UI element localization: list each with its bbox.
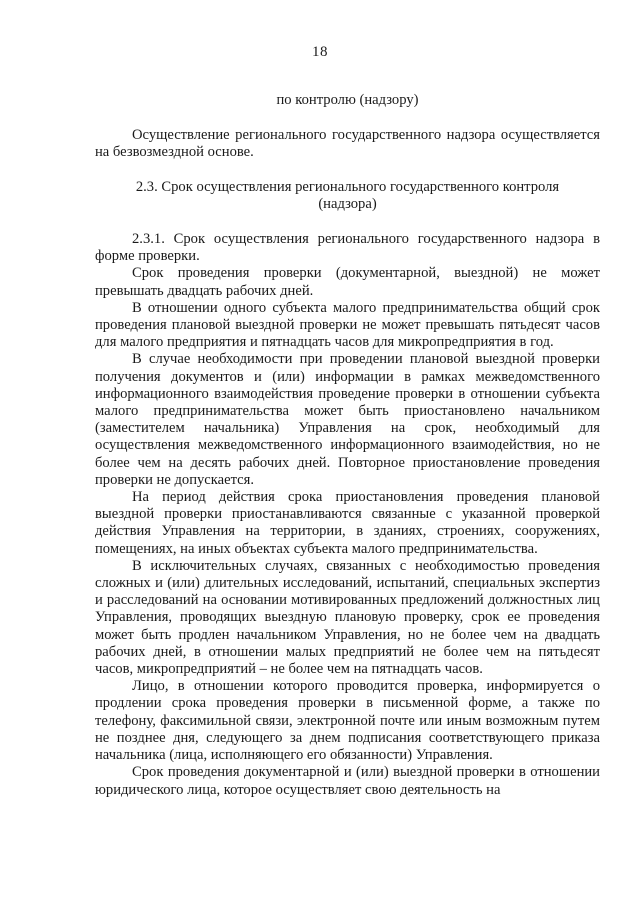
paragraph-small-business-limit: В отношении одного субъекта малого предпринимательства общий срок проведения плановой выездной проверки не может превышать пятьдесят часов для малого предприятия и пятнадцать часов для микропредприятия в год. (95, 299, 600, 351)
intro-paragraph (95, 127, 600, 161)
paragraph-notification: Лицо, в отношении которого проводится проверка, информируется о продлении срока проведения проверки в письменной форме, а также по телефону, факсимильной связи, электронной почте или иным возможным путем не позднее дня, следующего за днем подписания соответствующего приказа начальника (лица, исполняющего его обязанности) Управления. (95, 678, 600, 764)
page-number: 18 (312, 44, 328, 60)
intro-paragraph-text: Осуществление регионального государственного надзора осуществляется на безвозмездной основе. (95, 127, 600, 161)
paragraph-check-duration: Срок проведения проверки (документарной, выездной) не может превышать двадцать рабочих дней. (95, 265, 600, 299)
paragraph-2-3-1: 2.3.1. Срок осуществления регионального государственного надзора в форме проверки. (95, 231, 600, 265)
continuation-line: по контролю (надзору) (276, 92, 419, 108)
section-heading-line2: (надзора) (318, 196, 377, 212)
paragraph-legal-entity: Срок проведения документарной и (или) выездной проверки в отношении юридического лица, которое осуществляет свою деятельность на (95, 764, 600, 798)
paragraph-exceptional-cases: В исключительных случаях, связанных с необходимостью проведения сложных и (или) длительных исследований, испытаний, специальных экспертиз и расследований на основании мотивированных предложений должностных лиц Управления, проводящих выездную плановую проверку, срок ее проведения может быть продлен начальником Управления, но не более чем на двадцать рабочих дней, в отношении малых предприятий не более чем на пятьдесят часов, микропредприятий – не более чем на пятнадцать часов. (95, 557, 600, 678)
paragraph-suspension: В случае необходимости при проведении плановой выездной проверки получения документов и (или) информации в рамках межведомственного информационного взаимодействия проведение проверки в отношении субъекта малого предпринимательства может быть приостановлено начальником (заместителем начальника) Управления на срок, необходимый для осуществления межведомственного информационного взаимодействия, но не более чем на десять рабочих дней. Повторное приостановление проведения проверки не допускается. (95, 351, 600, 488)
body-text (95, 231, 600, 799)
section-heading-line1: 2.3. Срок осуществления регионального государственного контроля (135, 179, 560, 195)
paragraph-suspension-period: На период действия срока приостановления проведения плановой выездной проверки приостанавливаются связанные с указанной проверкой действия Управления на территории, в зданиях, строениях, сооружениях, помещениях, на иных объектах субъекта малого предпринимательства. (95, 489, 600, 557)
